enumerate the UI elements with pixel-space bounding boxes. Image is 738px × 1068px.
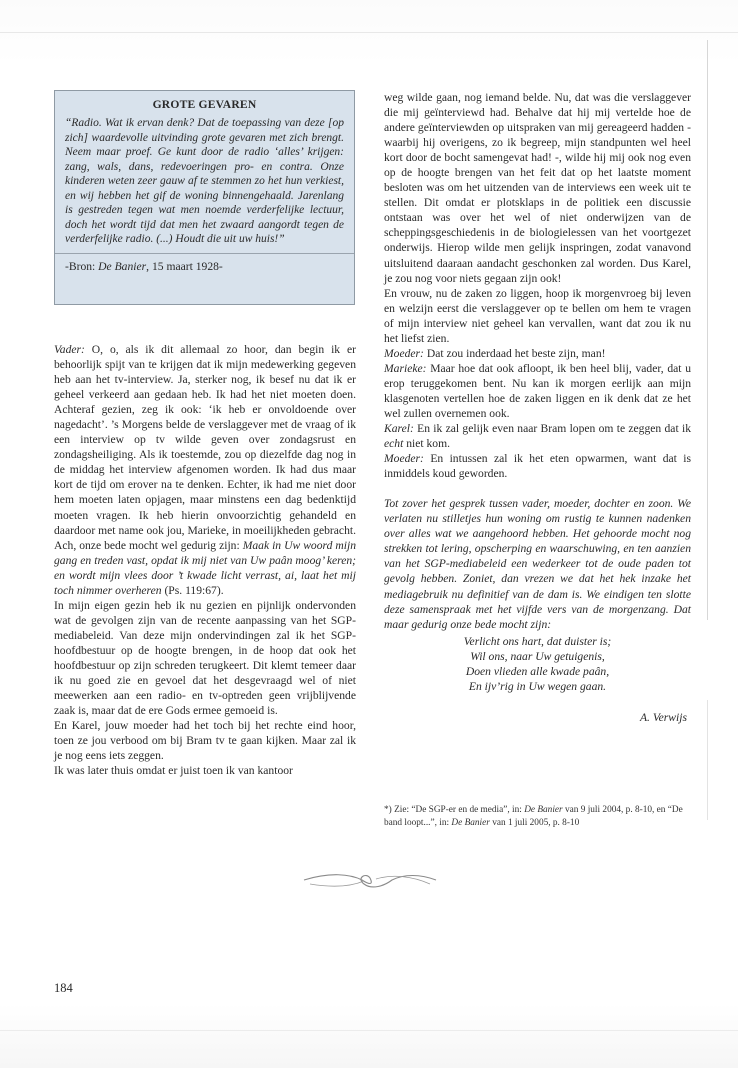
left-column: [54, 342, 356, 778]
paragraph-vader: [54, 342, 356, 598]
source-prefix: -Bron:: [65, 259, 99, 273]
closing-paragraph: Tot zover het gesprek tussen vader, moeder, dochter en zoon. We verlaten nu stilletjes hun woning om rustig te kunnen nadenken over alles wat we aangehoord hebben. Het gehoorde mocht nog strekken tot lering, opscherping en waarschuwing, en ten aanzien van het SGP-mediabeleid een wederkeer tot de oude paden tot gevolg hebben. Zoniet, dan vrezen we dat het hek inzake het mediagebruik nu definitief van de dam is. We eindigen ten slotte deze samenspraak met het vijfde vers van de morgenzang. Dat maar gedurig onze bede mocht zijn:: [384, 497, 691, 631]
bottom-divider: [0, 1030, 738, 1031]
paragraph-text: niet kom.: [403, 437, 451, 451]
poem-line: En ijv’rig in Uw wegen gaan.: [468, 679, 607, 693]
footnote-text: *) Zie: “De SGP-er en de media”, in:: [384, 805, 525, 815]
paragraph-moeder: [384, 451, 691, 481]
emphasis: echt: [384, 437, 404, 451]
right-margin-line-lower: [707, 700, 708, 820]
poem-line: Verlicht ons hart, dat duister is;: [463, 634, 612, 648]
source-date: , 15 maart 1928-: [146, 259, 223, 273]
paragraph-marieke: [384, 361, 691, 421]
right-margin-line: [707, 40, 708, 620]
paragraph: En Karel, jouw moeder had het toch bij het rechte eind hoor, toen ze jou verbood om bij Bram tv te gaan kijken. Maar zal ik je nog eens iets zeggen.: [54, 719, 356, 763]
speaker-label: Karel:: [384, 422, 414, 436]
paragraph-text: En intussen zal ik het eten opwarmen, want dat is inmiddels koud geworden.: [384, 452, 691, 481]
speaker-label: Marieke:: [384, 361, 427, 375]
page-number: 184: [54, 981, 73, 995]
source-name: De Banier: [98, 259, 147, 273]
paragraph-text: Dat zou inderdaad het beste zijn, man!: [423, 346, 606, 360]
poem-verse: [384, 634, 691, 694]
paragraph-text: Maar hoe dat ook afloopt, ik ben heel blij, vader, dat u erop teruggekomen bent. Nu kan ik morgen eerlijk aan mijn klasgenoten vertellen hoe de zaken liggen en ik denk dat ze het wel zullen overnemen ook.: [384, 361, 691, 420]
sidebar-box-grote-gevaren: [54, 90, 355, 305]
decorative-ornament: [300, 866, 440, 894]
psalm-quote: Maak in Uw woord mijn gang en treden vast, opdat ik mij niet van Uw paân moog’ keren; en wordt mijn vlees door ’t kwade licht verrast, ai, laat het mij toch nimmer overheren: [54, 538, 356, 597]
box-quote: “Radio. Wat ik ervan denk? Dat de toepassing van deze [op zich] waardevolle uitvinding grote gevaren met zich brengt. Neem maar proef. Ge kunt door de radio ‘alles’ krijgen: zang, wals, dans, redevoeringen pro- en contra. Onze kinderen weten zeer gauw af te stemmen zo het hun verkiest, en wij hebben het gif de woning binnengehaald. Jarenlang is gestreden tegen wat men noemde verderfelijke lectuur, doch het wordt tijd dat men het zwaard aangordt tegen de verderfelijke radio. (...) Houdt die uit uw huis!”: [65, 117, 344, 246]
paragraph: In mijn eigen gezin heb ik nu gezien en pijnlijk ondervonden wat de gevolgen zijn van de recente aanpassing van het SGP-mediabeleid. Van deze mijn ondervindingen zal ik het SGP-hoofdbestuur op de hoogte brengen, in de hoop dat ook het hoofdbestuur op zijn schreden terugkeert. Dit klemt temeer daar ik nu goed zie en gevoel dat het desgevraagd wel of niet meewerken aan een radio- en tv-optreden geen vrijblijvende zaak is, maar dat de ere Gods ermee gemoeid is.: [54, 598, 356, 718]
footnote-source: De Banier: [524, 805, 563, 815]
spacer: [384, 481, 691, 496]
author-signature: A. Verwijs: [639, 710, 687, 724]
paragraph-karel: [384, 421, 691, 451]
speaker-label: Moeder:: [384, 346, 424, 360]
psalm-reference: (Ps. 119:67).: [161, 583, 224, 597]
paragraph-text: En ik zal gelijk even naar Bram lopen om te zeggen dat ik: [413, 422, 691, 436]
box-source: [65, 260, 344, 273]
footnote-text: van 9 juli 2004, p. 8-10, en “De band loopt...”, in:: [384, 805, 683, 828]
top-divider: [0, 32, 738, 33]
right-column: [384, 90, 691, 725]
paragraph: En vrouw, nu de zaken zo liggen, hoop ik morgenvroeg bij leven en welzijn eerst die verslaggever op te bellen om hem te vragen of mijn interview niet geheel kan vervallen, want dat zou ik nu het liefst zien.: [384, 286, 691, 345]
paragraph-moeder: [384, 346, 691, 361]
paragraph-text: O, o, als ik dit allemaal zo hoor, dan begin ik er behoorlijk spijt van te krijgen dat ik mijn medewerking gegeven heb aan het tv-interview. Ja, sterker nog, ik besef nu dat ik er geheel verkeerd aan gedaan heb. Ik had het niet moeten doen. Achteraf gezien, zeg ik ook: ‘ik heb er onvoldoende over nagedacht’. ’s Morgens belde de verslaggever met de vraag of ik een interview op tv wilde geven over zondagsrust en zondagsheiliging. Als ik toestemde, zou op diezelfde dag nog in de middag het interview afgenomen worden. Ik had dus maar kort de tijd om erover na te denken. Echter, ik had me niet door hem moeten laten opjagen, maar minstens een dag bedenktijd moeten vragen. Ik heb hierin onvoorzichtig gehandeld en daardoor met name ook jou, Marieke, in moeilijkheden gebracht. Ach, onze bede mocht wel gedurig zijn:: [54, 343, 356, 552]
poem-line: Doen vlieden alle kwade paân,: [465, 664, 610, 678]
box-divider: [55, 253, 354, 254]
footnote-text: van 1 juli 2005, p. 8-10: [489, 817, 580, 828]
poem-line: Wil ons, naar Uw getuigenis,: [470, 649, 605, 663]
speaker-label: Moeder:: [384, 452, 424, 466]
speaker-label: Vader:: [54, 343, 85, 356]
box-title: GROTE GEVAREN: [152, 98, 257, 111]
footnote-source: De Banier: [451, 817, 490, 828]
paragraph: Ik was later thuis omdat er juist toen ik van kantoor: [54, 764, 293, 778]
footnote: [384, 804, 694, 829]
paragraph: weg wilde gaan, nog iemand belde. Nu, dat was die verslaggever die mij geïnterviewd had. Behalve dat hij mij vertelde hoe de andere geïnterviewden op uitspraken van mij gereageerd hadden - waarbij hij overigens, zo ik begreep, mijn standpunten wel heel kort door de bocht samengevat had! -, wilde hij mij ook nog even op de hoogte brengen van het feit dat op het laatste moment besloten was om het uitzenden van de interviews een week uit te stellen. Dit omdat er plotsklaps in de politiek een discussie ontstaan was over het wel of niet onderwijzen van de scheppingsgeschiedenis in de biologielessen van het voortgezet onderwijs. Hierop wilde men gelijk inspringen, zodat vanavond uitsluitend daaraan aandacht geschonken zal worden. Dus Karel, je zou nog voor niets gegaan zijn ook!: [384, 91, 691, 285]
